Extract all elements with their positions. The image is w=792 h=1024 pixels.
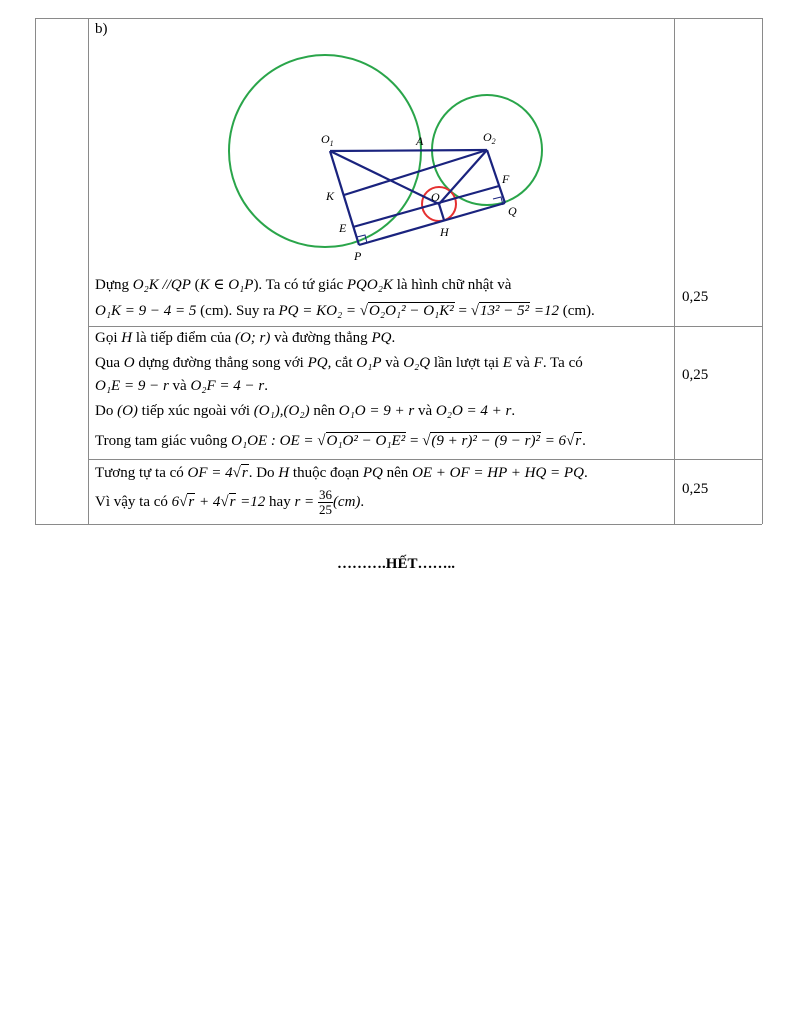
row2-line4: Do (O) tiếp xúc ngoài với (O₁),(O₂) nên O₁O = 9 + r và O₂O = 4 + r.: [95, 403, 516, 419]
sqrt-2: √13² − 5²: [470, 303, 530, 319]
sqrt-7: √r: [179, 494, 195, 510]
end-marker: ……….HẾT……..: [337, 556, 455, 572]
segment-o-h: [439, 204, 444, 220]
row3-line2: Vì vậy ta có 6√r + 4√r =12 hay r = $\frac{36}{25}$ (cm).: [95, 487, 365, 518]
label-q: Q: [508, 204, 517, 218]
label-k: K: [326, 189, 335, 203]
row2-line3: O₁E = 9 − r và O₂F = 4 − r.: [95, 378, 269, 394]
label-e: E: [339, 221, 347, 235]
row2-line5: Trong tam giác vuông O₁OE : OE = √O₁O² − O₁E² = √(9 + r)² − (9 − r)² = 6√r.: [95, 433, 586, 449]
geometry-figure: [0, 0, 792, 280]
row3-score: 0,25: [682, 481, 709, 497]
segment-o1-o: [330, 151, 439, 204]
sqrt-4: √(9 + r)² − (9 − r)²: [422, 433, 540, 449]
label-o: O: [431, 190, 440, 204]
section-label: b): [95, 21, 108, 37]
table-border-bottom: [35, 524, 762, 525]
label-f: F: [502, 172, 510, 186]
sqrt-6: √r: [232, 465, 248, 481]
row2-line1: Gọi H là tiếp điểm của (O; r) và đường thẳng PQ.: [95, 330, 396, 346]
row1-score: 0,25: [682, 289, 709, 305]
sqrt-3: √O₁O² − O₁E²: [317, 433, 406, 449]
row2-score: 0,25: [682, 367, 709, 383]
label-p: P: [354, 249, 362, 263]
sqrt-1: √O₂O₁² − O₁K²: [359, 303, 454, 319]
segment-p-q: [359, 203, 505, 245]
segment-o1-o2: [330, 150, 487, 151]
row1-line2: O₁K = 9 − 4 = 5 (cm). Suy ra PQ = KO₂ = √O₂O₁² − O₁K² = √13² − 5² =12 (cm).: [95, 303, 595, 319]
label-o1: $O_1$: [321, 132, 334, 148]
row2-line2: Qua O dựng đường thẳng song với PQ, cắt O₁P và O₂Q lần lượt tại E và F. Ta có: [95, 355, 583, 371]
figure-lines: [330, 150, 505, 245]
fraction-r: $\frac{36}{25}$: [318, 487, 332, 518]
row1-line1: Dựng O₂K //QP (K ∈ O₁P). Ta có tứ giác PQO₂K là hình chữ nhật và: [95, 277, 512, 293]
label-o2: $O_2$: [483, 130, 496, 146]
label-h: H: [440, 225, 449, 239]
row3-line1: Tương tự ta có OF = 4√r. Do H thuộc đoạn PQ nên OE + OF = HP + HQ = PQ.: [95, 465, 588, 481]
row-separator-2: [88, 459, 762, 460]
sqrt-8: √r: [220, 494, 236, 510]
sqrt-5: √r: [566, 433, 582, 449]
label-a: A: [416, 134, 424, 148]
row-separator-1: [88, 326, 762, 327]
